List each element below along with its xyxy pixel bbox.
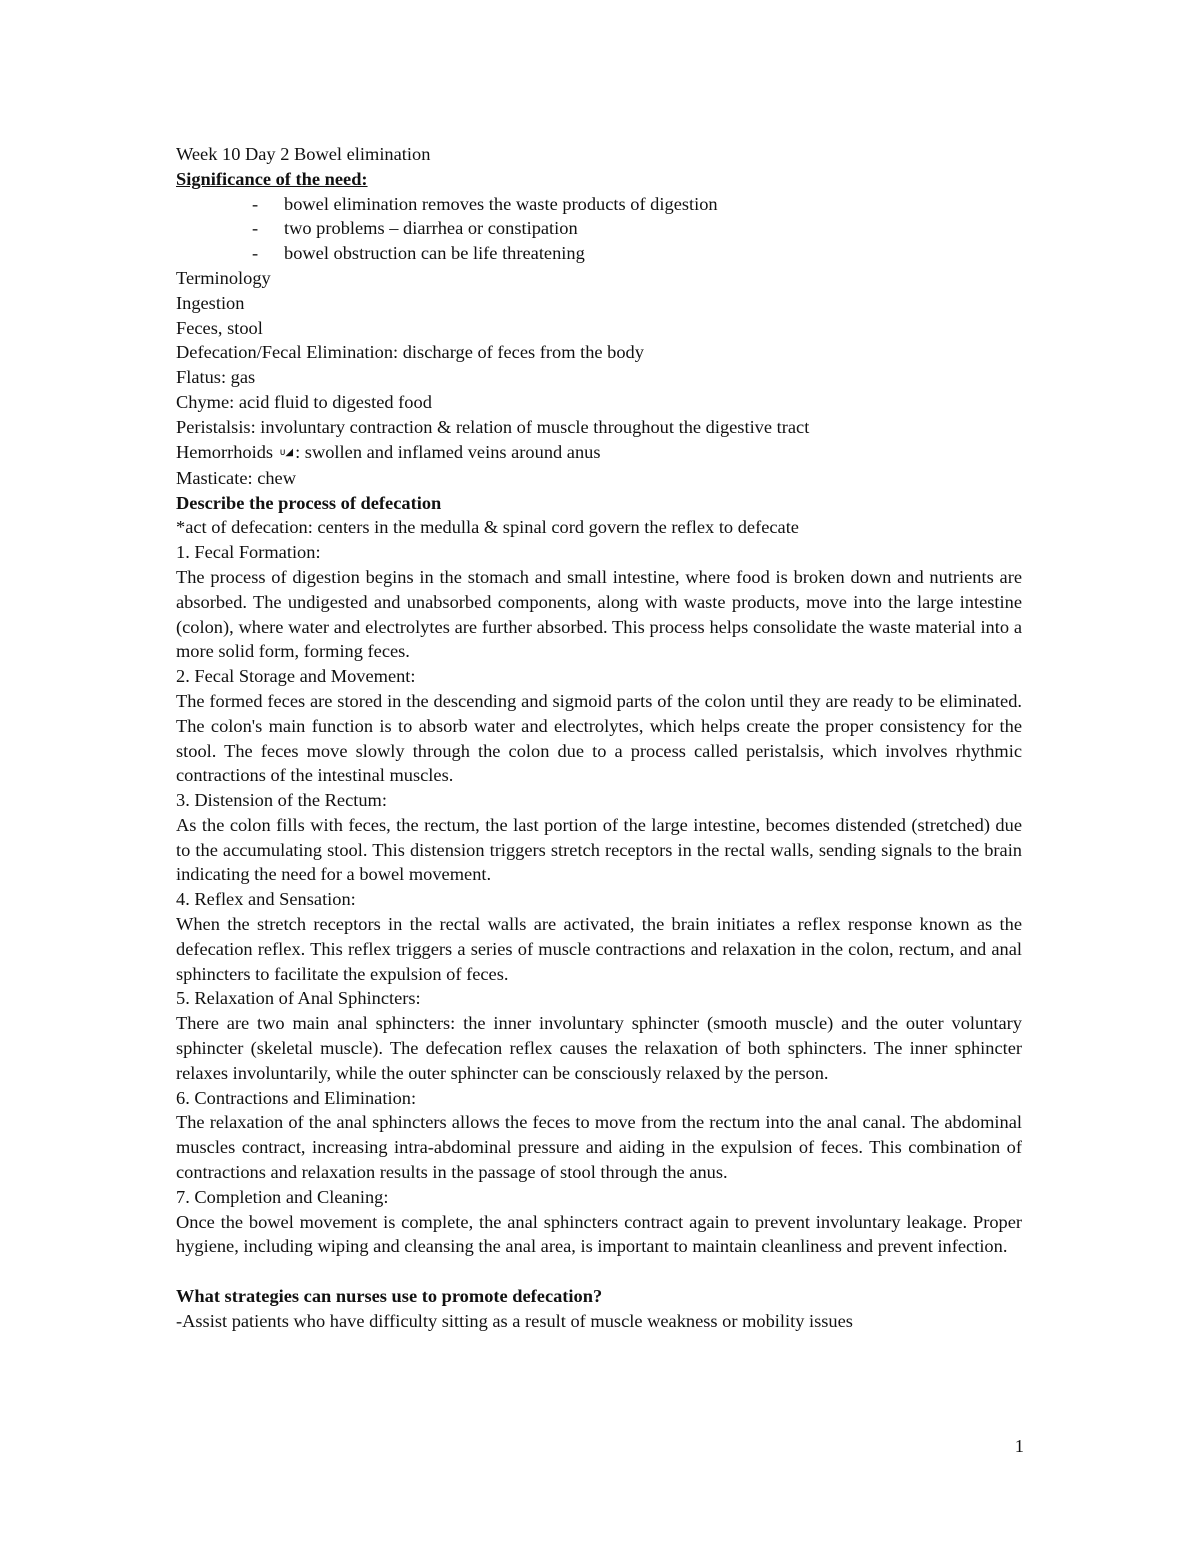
process-heading: Describe the process of defecation (176, 492, 442, 513)
step-paragraph: Once the bowel movement is complete, the anal sphincters contract again to prevent involuntary leakage. Proper hygiene, including wiping and cleansing the anal area, is important to maintain cleanliness and prevent infection. (176, 1211, 1022, 1257)
term-name: Hemorrhoids (176, 441, 274, 462)
list-item (176, 216, 1022, 241)
step-paragraph: When the stretch receptors in the rectal walls are activated, the brain initiates a reflex response known as the defecation reflex. This reflex triggers a series of muscle contractions and relaxation in the colon, rectum, and anal sphincters to facilitate the expulsion of feces. (176, 914, 1022, 984)
term-line: Peristalsis: involuntary contraction & relation of muscle throughout the digestive tract (176, 416, 810, 437)
step-paragraph: The relaxation of the anal sphincters allows the feces to move from the rectum into the anal canal. The abdominal muscles contract, increasing intra-abdominal pressure and aiding in the expulsion of feces. This combination of contractions and relaxation results in the passage of stool through the anus. (176, 1112, 1022, 1183)
step-title: 2. Fecal Storage and Movement: (176, 666, 416, 687)
terminology-heading: Terminology (176, 267, 271, 288)
step-title: 4. Reflex and Sensation: (176, 889, 356, 910)
significance-list (176, 192, 1022, 266)
list-item-text: two problems – diarrhea or constipation (284, 218, 578, 239)
special-glyph: ᴜ◢ (279, 446, 294, 458)
bullet-dash: - (252, 193, 259, 214)
step-paragraph: There are two main anal sphincters: the inner involuntary sphincter (smooth muscle) and the outer voluntary sphincter (skeletal muscle). The defecation reflex causes the relaxation of both sphincters. The inner sphincter relaxes involuntarily, while the outer sphincter can be consciously relaxed by the person. (176, 1013, 1022, 1083)
page-number: 1 (1014, 1436, 1024, 1456)
step-paragraph: As the colon fills with feces, the rectum, the last portion of the large intestine, becomes distended (stretched) due to the accumulating stool. This distension triggers stretch receptors in the rectal walls, sending signals to the brain indicating the need for a bowel movement. (176, 814, 1022, 885)
term-line: Ingestion (176, 292, 245, 313)
bullet-dash: - (252, 243, 259, 264)
strategies-heading: What strategies can nurses use to promote defecation? (176, 1286, 603, 1307)
list-item-text: bowel obstruction can be life threatening (284, 243, 585, 264)
term-line-hemorrhoids (176, 440, 1022, 466)
list-item (176, 241, 1022, 266)
term-line: Feces, stool (176, 317, 263, 338)
step-title: 3. Distension of the Rectum: (176, 790, 387, 811)
significance-heading: Significance of the need: (176, 168, 368, 189)
list-item (176, 192, 1022, 217)
term-line: Masticate: chew (176, 467, 296, 488)
term-line: Chyme: acid fluid to digested food (176, 391, 432, 412)
blank-line (176, 1259, 1022, 1284)
step-paragraph: The process of digestion begins in the stomach and small intestine, where food is broken down and nutrients are absorbed. The undigested and unabsorbed components, along with waste products, move into the large intestine (colon), where water and electrolytes are further absorbed. This process helps consolidate the waste material into a more solid form, forming feces. (176, 566, 1022, 662)
document-title: Week 10 Day 2 Bowel elimination (176, 144, 431, 164)
strategy-item: -Assist patients who have difficulty sitting as a result of muscle weakness or mobility issues (176, 1310, 853, 1331)
step-title: 6. Contractions and Elimination: (176, 1087, 417, 1108)
term-line: Defecation/Fecal Elimination: discharge of feces from the body (176, 342, 644, 363)
bullet-dash: - (252, 218, 259, 239)
term-definition: : swollen and inflamed veins around anus (295, 441, 601, 462)
step-title: 1. Fecal Formation: (176, 542, 321, 563)
process-intro: *act of defecation: centers in the medulla & spinal cord govern the reflex to defecate (176, 517, 799, 538)
step-paragraph: The formed feces are stored in the descending and sigmoid parts of the colon until they are ready to be eliminated. The colon's main function is to absorb water and electrolytes, which helps create the proper consistency for the stool. The feces move slowly through the colon due to a process called peristalsis, which involves rhythmic contractions of the intestinal muscles. (176, 690, 1022, 786)
list-item-text: bowel elimination removes the waste products of digestion (284, 193, 718, 214)
step-title: 7. Completion and Cleaning: (176, 1186, 389, 1207)
page-content (176, 142, 1022, 1334)
term-line: Flatus: gas (176, 367, 256, 388)
step-title: 5. Relaxation of Anal Sphincters: (176, 988, 421, 1009)
